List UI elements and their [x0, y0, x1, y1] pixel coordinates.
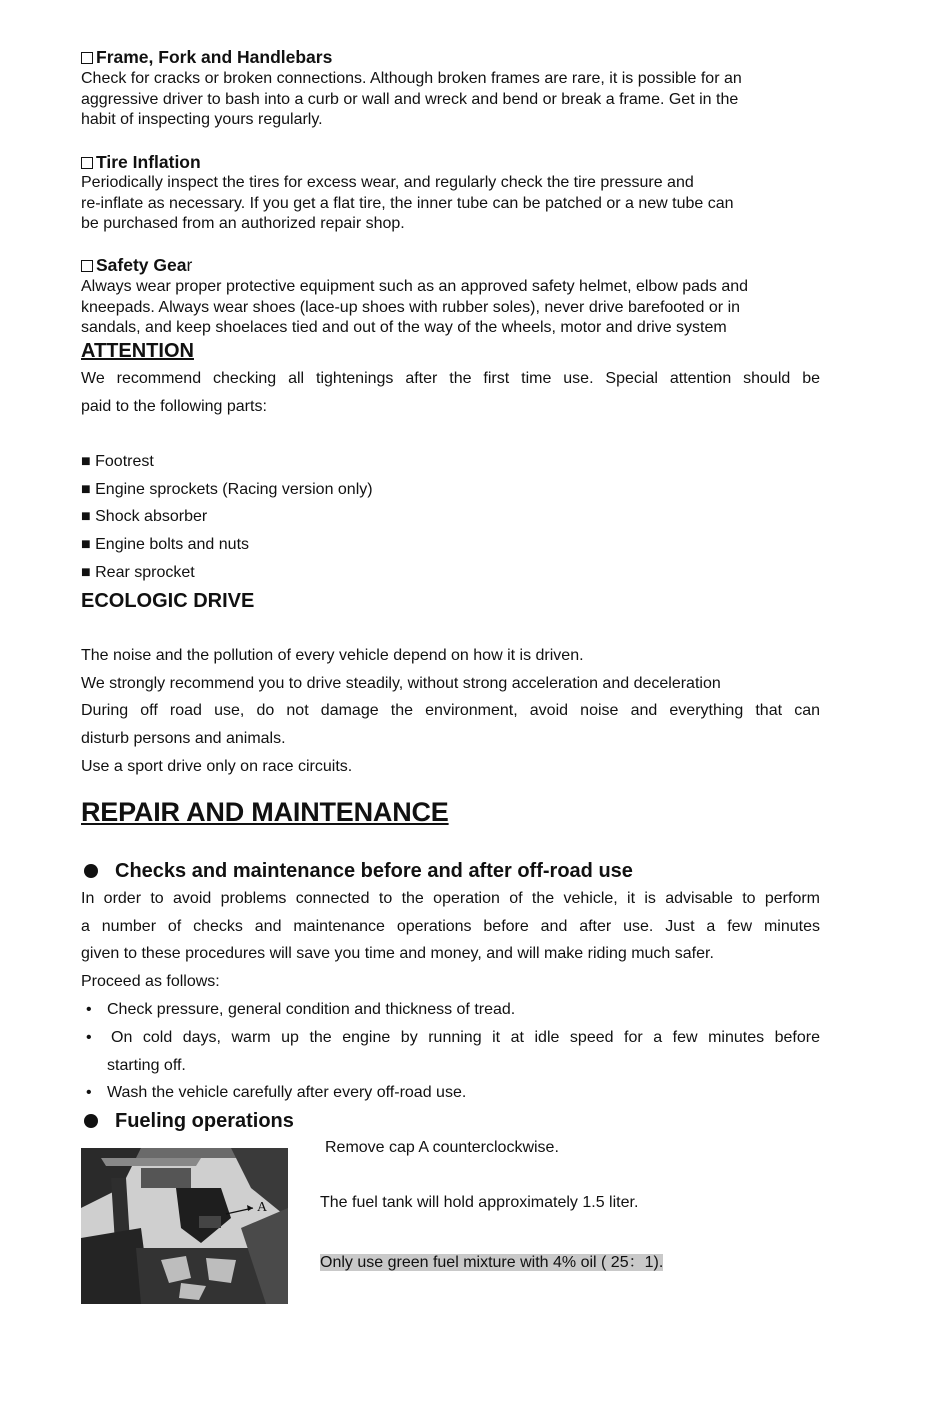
- list-item-text: Shock absorber: [95, 508, 208, 525]
- section-heading-frame: [81, 46, 820, 68]
- text-line: kneepads. Always wear shoes (lace-up shoes with rubber soles), never drive barefooted or in: [81, 298, 741, 316]
- text-line: aggressive driver to bash into a curb or wall and wreck and bend or break a frame. Get in the: [81, 90, 739, 108]
- photo-callout-label: A: [257, 1200, 268, 1215]
- ecologic-line: The noise and the pollution of every vehicle depend on how it is driven.: [81, 647, 584, 664]
- checks-list-item: Check pressure, general condition and thickness of tread.: [107, 1001, 516, 1018]
- checkbox-icon: [81, 52, 93, 64]
- ecologic-line: Use a sport drive only on race circuits.: [81, 758, 353, 775]
- bullet-dot-icon: •: [86, 1001, 92, 1018]
- heading-text: Checks and maintenance before and after off-road use: [115, 860, 633, 882]
- fueling-line: The fuel tank will hold approximately 1.5 liter.: [320, 1194, 639, 1211]
- checks-list-item: starting off.: [107, 1057, 186, 1074]
- highlighted-text: Only use green fuel mixture with 4% oil ( 25：1).: [320, 1254, 664, 1271]
- list-item: [81, 564, 820, 582]
- checks-line: Proceed as follows:: [81, 973, 220, 990]
- checks-list-item: Wash the vehicle carefully after every off-road use.: [107, 1084, 467, 1101]
- list-item: [81, 508, 820, 526]
- square-bullet-icon: ■: [81, 481, 91, 498]
- checks-heading: [81, 860, 820, 883]
- attention-heading: ATTENTION: [81, 340, 194, 362]
- heading-text: Fueling operations: [115, 1110, 294, 1132]
- list-item-text: Footrest: [95, 453, 154, 470]
- heading-text: Tire Inflation: [96, 152, 201, 172]
- checkbox-icon: [81, 260, 93, 272]
- fueling-line: Remove cap A counterclockwise.: [325, 1139, 559, 1156]
- square-bullet-icon: ■: [81, 536, 91, 553]
- text-line: sandals, and keep shoelaces tied and out of the way of the wheels, motor and drive system: [81, 319, 727, 336]
- text-line: Check for cracks or broken connections. Although broken frames are rare, it is possible for an: [81, 70, 742, 87]
- text-line: habit of inspecting yours regularly.: [81, 111, 323, 128]
- square-bullet-icon: ■: [81, 508, 91, 525]
- section-heading-tire: [81, 151, 820, 173]
- filled-circle-bullet-icon: [84, 1114, 98, 1128]
- list-item-text: Engine sprockets (Racing version only): [95, 481, 373, 498]
- text-line: be purchased from an authorized repair shop.: [81, 215, 405, 232]
- list-item-text: Engine bolts and nuts: [95, 536, 250, 553]
- section-body-frame: [81, 69, 820, 131]
- heading-text: Frame, Fork and Handlebars: [96, 47, 333, 67]
- fuel-tank-photo: [81, 1148, 288, 1304]
- section-body-safety: [81, 277, 820, 339]
- square-bullet-icon: ■: [81, 453, 91, 470]
- heading-text: Safety Gea: [96, 255, 187, 275]
- section-body-tire: [81, 173, 820, 235]
- repair-heading: REPAIR AND MAINTENANCE: [81, 797, 449, 827]
- list-item-text: Rear sprocket: [95, 564, 195, 581]
- ecologic-heading: ECOLOGIC DRIVE: [81, 590, 255, 612]
- ecologic-line: During off road use, do not damage the environment, avoid noise and everything that can: [81, 702, 820, 719]
- text-line: Periodically inspect the tires for excess wear, and regularly check the tire pressure and: [81, 174, 694, 191]
- bullet-dot-icon: •: [86, 1029, 92, 1046]
- section-heading-safety: [81, 254, 820, 276]
- checks-line: In order to avoid problems connected to the operation of the vehicle, it is advisable to perform: [81, 890, 820, 907]
- fuel-tank-image: [81, 1148, 288, 1304]
- text-line: Always wear proper protective equipment such as an approved safety helmet, elbow pads and: [81, 278, 749, 295]
- filled-circle-bullet-icon: [84, 864, 98, 878]
- square-bullet-icon: ■: [81, 564, 91, 581]
- checks-list-item: On cold days, warm up the engine by running it at idle speed for a few minutes before: [111, 1029, 820, 1046]
- ecologic-line: disturb persons and animals.: [81, 730, 286, 747]
- text-line: re-inflate as necessary. If you get a flat tire, the inner tube can be patched or a new tube can: [81, 194, 734, 212]
- checkbox-icon: [81, 157, 93, 169]
- ecologic-line: We strongly recommend you to drive steadily, without strong acceleration and deceleration: [81, 675, 721, 692]
- attention-line: We recommend checking all tightenings after the first time use. Special attention should be: [81, 370, 820, 387]
- fueling-line-highlighted: [320, 1249, 663, 1272]
- fueling-heading: [81, 1110, 820, 1133]
- list-item: [81, 536, 820, 554]
- list-item: [81, 481, 820, 499]
- list-item: [81, 453, 820, 471]
- attention-line: paid to the following parts:: [81, 398, 267, 415]
- checks-line: given to these procedures will save you time and money, and will make riding much safer.: [81, 945, 714, 962]
- bullet-dot-icon: •: [86, 1084, 92, 1101]
- heading-tail: r: [186, 255, 193, 275]
- checks-line: a number of checks and maintenance operations before and after use. Just a few minutes: [81, 918, 820, 935]
